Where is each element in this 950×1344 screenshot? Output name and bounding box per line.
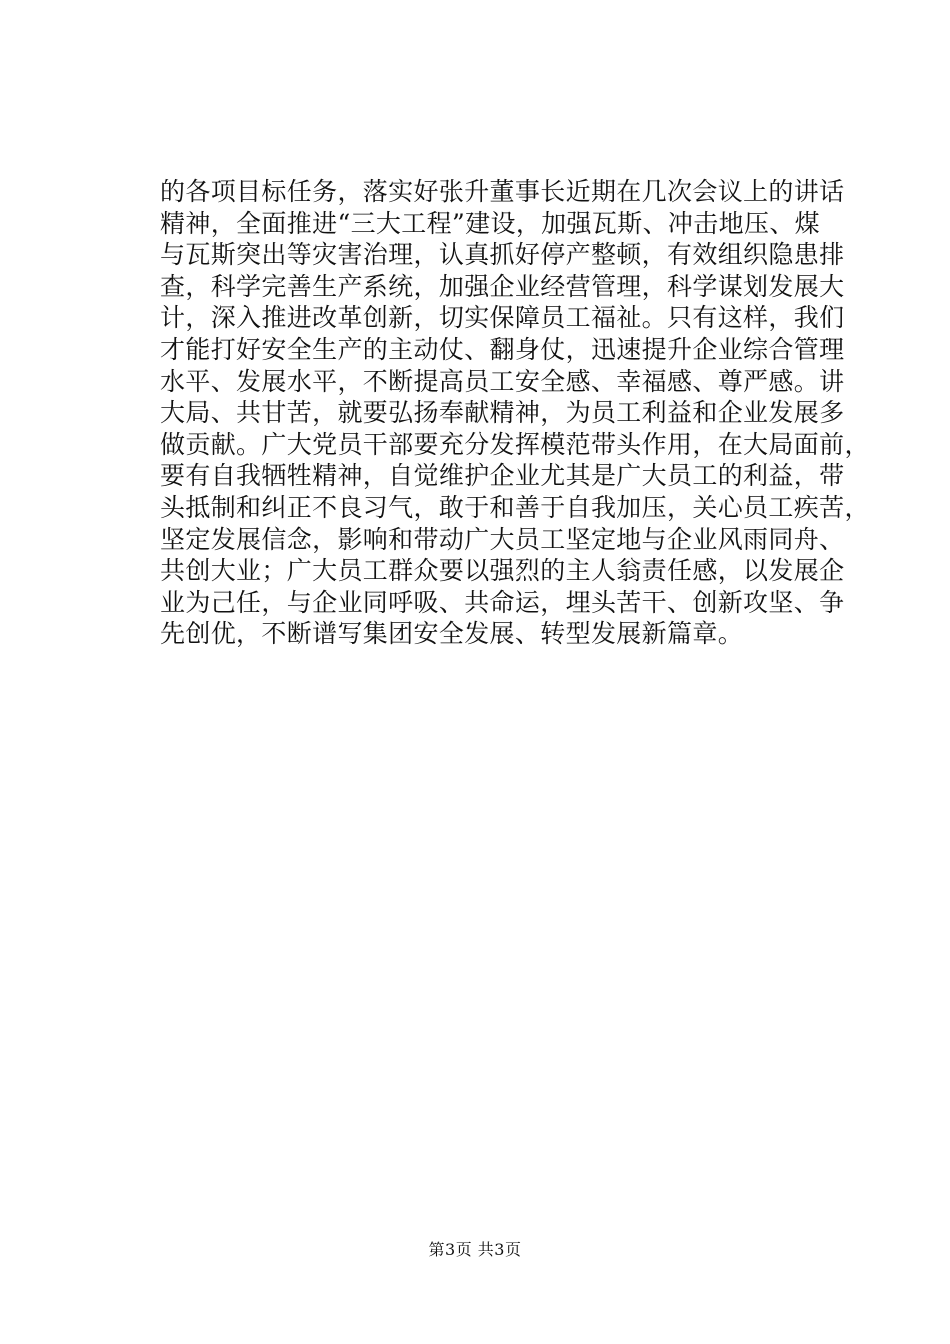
text-line: 头抵制和纠正不良习气，敢于和善于自我加压，关心员工疾苦， xyxy=(160,492,870,522)
text-line: 大局、共甘苦，就要弘扬奉献精神，为员工利益和企业发展多 xyxy=(160,398,845,428)
text-line: 共创大业；广大员工群众要以强烈的主人翁责任感，以发展企 xyxy=(160,556,845,586)
text-line: 要有自我牺牲精神，自觉维护企业尤其是广大员工的利益，带 xyxy=(160,461,845,491)
page-number-footer: 第3页 共3页 xyxy=(428,1240,522,1259)
text-line: 才能打好安全生产的主动仗、翻身仗，迅速提升企业综合管理 xyxy=(160,334,845,364)
text-line: 精神，全面推进“三大工程”建设，加强瓦斯、冲击地压、煤 xyxy=(160,208,821,238)
text-line: 坚定发展信念，影响和带动广大员工坚定地与企业风雨同舟、 xyxy=(160,524,845,554)
text-line: 的各项目标任务，落实好张升董事长近期在几次会议上的讲话 xyxy=(160,177,845,206)
body-paragraph xyxy=(160,176,870,650)
text-line: 水平、发展水平，不断提高员工安全感、幸福感、尊严感。讲 xyxy=(160,366,845,396)
text-line: 做贡献。广大党员干部要充分发挥模范带头作用，在大局面前， xyxy=(160,429,870,459)
text-line: 与瓦斯突出等灾害治理，认真抓好停产整顿，有效组织隐患排 xyxy=(160,240,845,270)
text-line: 业为己任，与企业同呼吸、共命运，埋头苦干、创新攻坚、争 xyxy=(160,587,845,617)
text-line: 计，深入推进改革创新，切实保障员工福祉。只有这样，我们 xyxy=(160,303,845,333)
text-line: 先创优，不断谱写集团安全发展、转型发展新篇章。 xyxy=(160,619,744,649)
text-line: 查，科学完善生产系统，加强企业经营管理，科学谋划发展大 xyxy=(160,271,845,301)
